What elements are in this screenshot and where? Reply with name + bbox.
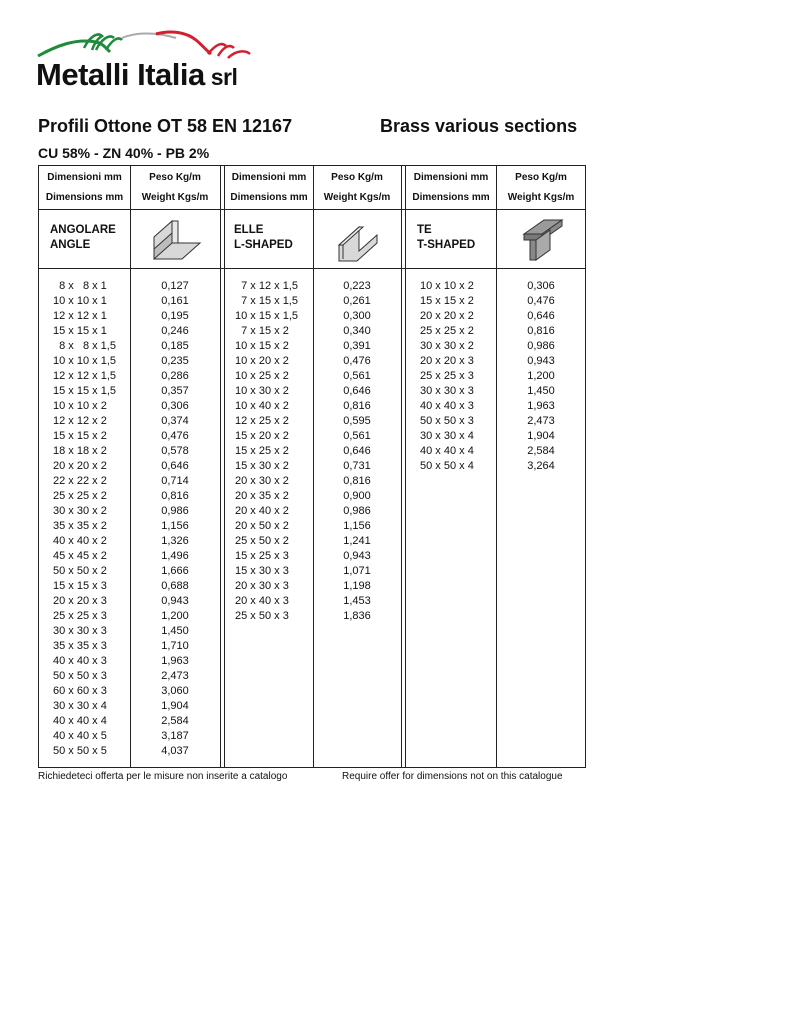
dimension-cell: 30 x 30 x 3 <box>420 385 474 397</box>
dimension-cell: 40 x 40 x 2 <box>53 535 107 547</box>
weight-cell: 1,904 <box>527 430 555 442</box>
dimension-cell: 10 x 30 x 2 <box>235 385 289 397</box>
dimension-cell: 7 x 15 x 2 <box>235 325 289 337</box>
dimension-cell: 15 x 20 x 2 <box>235 430 289 442</box>
weight-cell: 3,264 <box>527 460 555 472</box>
weight-cell: 0,816 <box>343 400 371 412</box>
dimension-cell: 30 x 30 x 2 <box>420 340 474 352</box>
header-dim-it: Dimensioni mm <box>231 172 307 183</box>
t-profile-icon <box>520 218 566 264</box>
weight-cell: 0,646 <box>161 460 189 472</box>
weight-cell: 1,450 <box>527 385 555 397</box>
weight-cell: 0,374 <box>161 415 189 427</box>
header-dim-en: Dimensions mm <box>45 192 124 203</box>
weight-cell: 0,816 <box>343 475 371 487</box>
weight-cell: 0,261 <box>343 295 371 307</box>
dimension-cell: 10 x 25 x 2 <box>235 370 289 382</box>
weight-cell: 0,127 <box>161 280 189 292</box>
dimension-cell: 10 x 40 x 2 <box>235 400 289 412</box>
weight-cell: 0,816 <box>527 325 555 337</box>
l-shaped-dimensions-column <box>235 279 298 624</box>
section-header-divider <box>39 268 585 269</box>
header-weight-en: Weight Kgs/m <box>507 192 575 203</box>
section-label-it: ELLE <box>234 224 264 236</box>
weight-cell: 0,306 <box>527 280 555 292</box>
dimension-cell: 12 x 12 x 2 <box>53 415 107 427</box>
header-weight-it: Peso Kg/m <box>515 172 567 183</box>
alloy-composition: CU 58% - ZN 40% - PB 2% <box>38 145 210 161</box>
weight-cell: 1,198 <box>343 580 371 592</box>
weight-cell: 1,241 <box>343 535 371 547</box>
weight-cell: 0,943 <box>527 355 555 367</box>
section-label-en: T-SHAPED <box>417 238 476 251</box>
weight-cell: 0,223 <box>343 280 371 292</box>
weight-cell: 0,476 <box>343 355 371 367</box>
dimension-cell: 15 x 25 x 3 <box>235 550 289 562</box>
brand-suffix: srl <box>210 64 238 90</box>
weight-cell: 0,286 <box>161 370 189 382</box>
weight-cell: 0,816 <box>161 490 189 502</box>
dimension-cell: 15 x 30 x 3 <box>235 565 289 577</box>
l-profile-icon <box>337 221 381 263</box>
section-label-en: ANGLE <box>50 238 91 251</box>
weight-cell: 0,561 <box>343 430 371 442</box>
dimension-cell: 7 x 15 x 1,5 <box>235 295 298 307</box>
weight-cell: 1,326 <box>161 535 189 547</box>
weight-cell: 0,688 <box>161 580 189 592</box>
dimension-cell: 50 x 50 x 4 <box>420 460 474 472</box>
weight-cell: 0,646 <box>343 445 371 457</box>
weight-cell: 1,071 <box>343 565 371 577</box>
dimension-cell: 8 x 8 x 1 <box>53 280 107 292</box>
dimension-cell: 12 x 12 x 1,5 <box>53 370 116 382</box>
weight-cell: 3,060 <box>161 685 189 697</box>
t-shaped-dimensions-column <box>420 279 474 474</box>
weight-cell: 0,476 <box>527 295 555 307</box>
dimension-cell: 18 x 18 x 2 <box>53 445 107 457</box>
dimension-cell: 20 x 40 x 3 <box>235 595 289 607</box>
dimension-cell: 20 x 35 x 2 <box>235 490 289 502</box>
section-label-it: ANGOLARE <box>50 224 116 236</box>
weight-cell: 0,300 <box>343 310 371 322</box>
dimension-cell: 60 x 60 x 3 <box>53 685 107 697</box>
dimension-cell: 15 x 15 x 2 <box>420 295 474 307</box>
weight-cell: 0,357 <box>161 385 189 397</box>
dimension-cell: 10 x 10 x 1 <box>53 295 107 307</box>
dimension-cell: 10 x 15 x 2 <box>235 340 289 352</box>
weight-cell: 1,710 <box>161 640 189 652</box>
weight-cell: 0,340 <box>343 325 371 337</box>
angle-profile-icon <box>152 219 202 263</box>
dimension-cell: 50 x 50 x 5 <box>53 745 107 757</box>
weight-cell: 0,195 <box>161 310 189 322</box>
weight-cell: 0,646 <box>527 310 555 322</box>
page-title-english: Brass various sections <box>380 116 578 136</box>
section-label-t-shaped <box>417 223 475 252</box>
weight-cell: 4,037 <box>161 745 189 757</box>
dimension-cell: 10 x 10 x 2 <box>53 400 107 412</box>
dimension-cell: 20 x 20 x 3 <box>420 355 474 367</box>
brand-name <box>36 57 237 93</box>
l-shaped-weights-column <box>313 279 401 624</box>
dimension-cell: 15 x 15 x 1,5 <box>53 385 116 397</box>
dimension-cell: 30 x 30 x 2 <box>53 505 107 517</box>
weight-cell: 0,986 <box>343 505 371 517</box>
dimension-cell: 25 x 25 x 3 <box>420 370 474 382</box>
header-weight-it: Peso Kg/m <box>331 172 383 183</box>
dimension-cell: 20 x 20 x 3 <box>53 595 107 607</box>
weight-cell: 0,161 <box>161 295 189 307</box>
dimension-cell: 7 x 12 x 1,5 <box>235 280 298 292</box>
dimension-cell: 20 x 20 x 2 <box>420 310 474 322</box>
dimension-cell: 35 x 35 x 2 <box>53 520 107 532</box>
dimension-cell: 50 x 50 x 3 <box>53 670 107 682</box>
dimension-cell: 12 x 25 x 2 <box>235 415 289 427</box>
weight-cell: 0,731 <box>343 460 371 472</box>
footer-note-en: Require offer for dimensions not on this catalogue <box>342 771 563 782</box>
dimension-cell: 50 x 50 x 3 <box>420 415 474 427</box>
weight-cell: 0,646 <box>343 385 371 397</box>
section-label-angle <box>50 223 116 252</box>
header-weight-en: Weight Kgs/m <box>141 192 209 203</box>
angle-weights-column <box>130 279 220 759</box>
weight-cell: 0,391 <box>343 340 371 352</box>
brand-text: Metalli Italia <box>36 57 205 92</box>
weight-cell: 1,450 <box>161 625 189 637</box>
header-dim-en: Dimensions mm <box>230 192 308 203</box>
dimension-cell: 30 x 30 x 4 <box>53 700 107 712</box>
weight-cell: 0,714 <box>161 475 189 487</box>
weight-cell: 0,986 <box>527 340 555 352</box>
header-dim-en: Dimensions mm <box>412 192 490 203</box>
header-divider <box>39 209 585 210</box>
dimension-cell: 15 x 15 x 1 <box>53 325 107 337</box>
weight-cell: 1,200 <box>527 370 555 382</box>
weight-cell: 0,943 <box>343 550 371 562</box>
weight-cell: 0,246 <box>161 325 189 337</box>
company-logo <box>36 28 276 94</box>
dimension-cell: 40 x 40 x 3 <box>420 400 474 412</box>
weight-cell: 0,306 <box>161 400 189 412</box>
t-shaped-weights-column <box>496 279 586 474</box>
page-title: Profili Ottone OT 58 EN 12167 <box>38 116 293 136</box>
dimension-cell: 10 x 20 x 2 <box>235 355 289 367</box>
weight-cell: 1,963 <box>161 655 189 667</box>
dimension-cell: 30 x 30 x 3 <box>53 625 107 637</box>
dimension-cell: 10 x 10 x 2 <box>420 280 474 292</box>
dimension-cell: 40 x 40 x 4 <box>420 445 474 457</box>
section-divider <box>220 166 225 767</box>
dimension-cell: 40 x 40 x 4 <box>53 715 107 727</box>
dimension-cell: 15 x 30 x 2 <box>235 460 289 472</box>
dimension-cell: 8 x 8 x 1,5 <box>53 340 116 352</box>
dimension-cell: 50 x 50 x 2 <box>53 565 107 577</box>
angle-dimensions-column <box>53 279 116 759</box>
weight-cell: 2,584 <box>527 445 555 457</box>
weight-cell: 0,595 <box>343 415 371 427</box>
dimension-cell: 25 x 25 x 2 <box>53 490 107 502</box>
dimension-cell: 25 x 25 x 3 <box>53 610 107 622</box>
dimension-cell: 10 x 15 x 1,5 <box>235 310 298 322</box>
dimension-cell: 10 x 10 x 1,5 <box>53 355 116 367</box>
dimension-cell: 40 x 40 x 5 <box>53 730 107 742</box>
dimension-cell: 35 x 35 x 3 <box>53 640 107 652</box>
dimension-cell: 15 x 15 x 2 <box>53 430 107 442</box>
dimension-cell: 22 x 22 x 2 <box>53 475 107 487</box>
weight-cell: 1,666 <box>161 565 189 577</box>
weight-cell: 1,200 <box>161 610 189 622</box>
weight-cell: 0,900 <box>343 490 371 502</box>
weight-cell: 0,578 <box>161 445 189 457</box>
weight-cell: 1,904 <box>161 700 189 712</box>
dimension-cell: 45 x 45 x 2 <box>53 550 107 562</box>
dimension-cell: 15 x 25 x 2 <box>235 445 289 457</box>
weight-cell: 0,986 <box>161 505 189 517</box>
weight-cell: 2,473 <box>527 415 555 427</box>
weight-cell: 1,156 <box>161 520 189 532</box>
dimension-cell: 25 x 25 x 2 <box>420 325 474 337</box>
weight-cell: 0,943 <box>161 595 189 607</box>
weight-cell: 1,453 <box>343 595 371 607</box>
weight-cell: 3,187 <box>161 730 189 742</box>
dimension-cell: 20 x 50 x 2 <box>235 520 289 532</box>
weight-cell: 1,156 <box>343 520 371 532</box>
weight-cell: 1,963 <box>527 400 555 412</box>
weight-cell: 0,185 <box>161 340 189 352</box>
header-dim-it: Dimensioni mm <box>47 172 122 183</box>
dimension-cell: 20 x 20 x 2 <box>53 460 107 472</box>
weight-cell: 1,836 <box>343 610 371 622</box>
header-dim-it: Dimensioni mm <box>413 172 489 183</box>
weight-cell: 0,476 <box>161 430 189 442</box>
dimension-cell: 12 x 12 x 1 <box>53 310 107 322</box>
weight-cell: 0,561 <box>343 370 371 382</box>
dimension-cell: 40 x 40 x 3 <box>53 655 107 667</box>
section-label-it: TE <box>417 224 432 236</box>
section-divider <box>401 166 406 767</box>
footer-note-it: Richiedeteci offerta per le misure non inserite a catalogo <box>38 771 288 782</box>
weight-cell: 0,235 <box>161 355 189 367</box>
dimension-cell: 15 x 15 x 3 <box>53 580 107 592</box>
weight-cell: 2,584 <box>161 715 189 727</box>
dimension-cell: 25 x 50 x 2 <box>235 535 289 547</box>
weight-cell: 2,473 <box>161 670 189 682</box>
section-label-l-shaped <box>234 223 293 252</box>
dimension-cell: 20 x 40 x 2 <box>235 505 289 517</box>
header-weight-en: Weight Kgs/m <box>323 192 391 203</box>
dimension-cell: 25 x 50 x 3 <box>235 610 289 622</box>
dimension-cell: 30 x 30 x 4 <box>420 430 474 442</box>
section-label-en: L-SHAPED <box>234 238 293 251</box>
weight-cell: 1,496 <box>161 550 189 562</box>
profile-table <box>38 165 586 768</box>
header-weight-it: Peso Kg/m <box>149 172 201 183</box>
dimension-cell: 20 x 30 x 2 <box>235 475 289 487</box>
dimension-cell: 20 x 30 x 3 <box>235 580 289 592</box>
